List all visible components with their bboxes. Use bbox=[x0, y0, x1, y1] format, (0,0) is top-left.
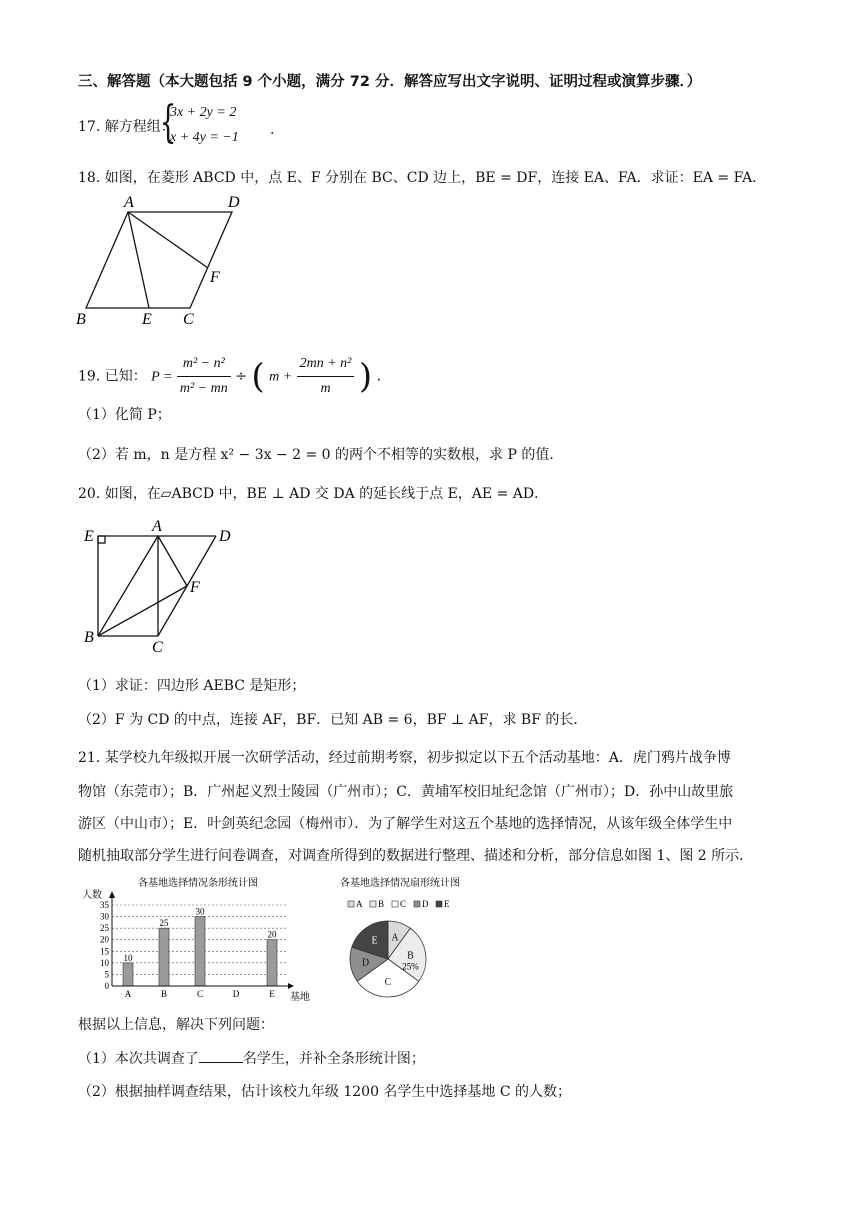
q19-end: . bbox=[376, 368, 382, 385]
q18-number: 18. bbox=[78, 170, 101, 186]
q20-sub1: （1）求证：四边形 AEBC 是矩形； bbox=[78, 678, 306, 694]
legend-label-D: D bbox=[422, 899, 429, 909]
q18-line bbox=[78, 168, 766, 188]
q18-label-E: E bbox=[142, 311, 152, 328]
pie-slice-label-B: B bbox=[407, 950, 414, 962]
q18-label-C: C bbox=[183, 311, 194, 328]
legend-label-A: A bbox=[356, 899, 363, 909]
legend-swatch-D bbox=[414, 901, 420, 907]
legend-swatch-E bbox=[436, 901, 442, 907]
q20-number: 20. bbox=[78, 486, 101, 502]
bar-chart-ylabel: 人数 bbox=[82, 890, 102, 901]
bar-chart-yticks bbox=[100, 900, 110, 991]
q21-para4: 随机抽取部分学生进行问卷调查，对调查所得到的数据进行整理、描述和分析，部分信息如图 1、图 2 所示． bbox=[78, 848, 754, 864]
q18-label-D: D bbox=[228, 194, 240, 211]
bar-ytick-label: 15 bbox=[100, 946, 109, 957]
q21-para3: 游区（中山市）；E．叶剑英纪念园（梅州市）．为了解学生对这五个基地的选择情况，从该年级全体学生中 bbox=[78, 816, 733, 832]
bar-value-label: 10 bbox=[123, 952, 133, 963]
pie-chart-slices bbox=[350, 921, 426, 997]
bar-value-label: 25 bbox=[159, 918, 169, 929]
q21-after-text: 根据以上信息，解决下列问题： bbox=[78, 1017, 274, 1033]
q17-brace: { bbox=[159, 97, 177, 148]
bar-ytick-label: 5 bbox=[104, 969, 109, 980]
pie-slice-label-A: A bbox=[391, 932, 399, 944]
q20-label-B: B bbox=[84, 629, 94, 646]
q21-line1 bbox=[78, 748, 731, 768]
bar-chart bbox=[78, 874, 318, 1004]
q20-sub2: （2）F 为 CD 的中点，连接 AF，BF．已知 AB = 6，BF ⊥ AF，求 BF 的长． bbox=[78, 712, 588, 728]
bar-E bbox=[267, 940, 277, 986]
bar-xtick-label: B bbox=[160, 989, 168, 999]
legend-swatch-B bbox=[370, 901, 376, 907]
q19-number: 19. bbox=[78, 368, 101, 385]
q21-para2: 物馆（东莞市）；B．广州起义烈士陵园（广州市）；C．黄埔军校旧址纪念馆（广州市）；D．孙中山故里旅 bbox=[78, 784, 734, 800]
q20-label-C: C bbox=[152, 639, 163, 656]
section-header: 三、解答题（本大题包括 9 个小题，满分 72 分．解答应写出文字说明、证明过程或演算步骤．） bbox=[78, 74, 702, 90]
q17-eq1: 3x + 2y = 2 bbox=[170, 105, 237, 120]
q20-text: 如图，在▱ABCD 中，BE ⊥ AD 交 DA 的延长线于点 E，AE = AD． bbox=[104, 486, 549, 502]
bar-B bbox=[159, 928, 169, 986]
q21-sub1-a: （1）本次共调查了 bbox=[78, 1051, 199, 1067]
bar-C bbox=[195, 917, 205, 986]
legend-swatch-A bbox=[348, 901, 354, 907]
bar-chart-title: 各基地选择情况条形统计图 bbox=[138, 878, 258, 889]
q19-line bbox=[78, 352, 381, 401]
bar-ytick-label: 20 bbox=[100, 934, 109, 945]
bar-value-label: 20 bbox=[267, 929, 277, 940]
bar-ytick-label: 25 bbox=[100, 923, 109, 934]
q17-eq2: x + 4y = −1 bbox=[170, 130, 239, 145]
q17-text: 解方程组： bbox=[104, 119, 175, 135]
q17-end: . bbox=[270, 122, 275, 138]
q19-sub2: （2）若 m，n 是方程 x² − 3x − 2 = 0 的两个不相等的实数根，求 P 的值． bbox=[78, 447, 564, 463]
bar-ytick-label: 0 bbox=[104, 981, 109, 991]
bar-xtick-label: E bbox=[269, 989, 275, 999]
bar-xtick-label: A bbox=[124, 989, 132, 999]
q20-label-E: E bbox=[84, 528, 94, 545]
bar-x-axis-arrow bbox=[288, 983, 294, 989]
q21-answer-blank bbox=[199, 1048, 243, 1063]
q17-number: 17. bbox=[78, 119, 101, 135]
bar-y-axis-arrow bbox=[109, 891, 115, 898]
bar-ytick-label: 30 bbox=[100, 911, 109, 922]
q19-right-paren: ) bbox=[358, 356, 373, 397]
bar-chart-xticks bbox=[125, 989, 276, 999]
bar-chart-bars bbox=[123, 907, 277, 986]
q19-divide-sign: ÷ bbox=[235, 368, 247, 385]
q18-text: 如图，在菱形 ABCD 中，点 E、F 分别在 BC、CD 边上，BE = DF，连接 EA、FA．求证：EA = FA． bbox=[104, 170, 767, 186]
q20-label-A: A bbox=[152, 518, 162, 535]
q19-m-plus: m + bbox=[269, 369, 293, 385]
bar-xtick-label: C bbox=[196, 989, 204, 999]
q21-sub1-b: 名学生，并补全条形统计图； bbox=[242, 1051, 425, 1067]
q19-P: P = bbox=[151, 369, 173, 385]
parallelogram-figure bbox=[78, 516, 258, 656]
q19-sub1: （1）化简 P； bbox=[78, 407, 171, 423]
bar-value-label: 30 bbox=[195, 906, 205, 917]
legend-label-B: B bbox=[378, 899, 385, 909]
legend-label-C: C bbox=[400, 899, 407, 909]
q18-label-A: A bbox=[124, 194, 134, 211]
rhombus-figure bbox=[70, 192, 290, 332]
pie-slice-label-E: E bbox=[371, 935, 378, 947]
legend-swatch-C bbox=[392, 901, 398, 907]
q19-left-paren: ( bbox=[251, 356, 265, 397]
pie-slice-percent-B: 25% bbox=[402, 961, 419, 972]
pie-chart-legend bbox=[348, 899, 450, 909]
bar-ytick-label: 10 bbox=[100, 957, 109, 968]
q21-sub1-line bbox=[78, 1048, 425, 1069]
bar-ytick-label: 35 bbox=[100, 900, 109, 910]
q21-sub2: （2）根据抽样调查结果，估计该校九年级 1200 名学生中选择基地 C 的人数； bbox=[78, 1084, 572, 1100]
q21-para1: 某学校九年级拟开展一次研学活动，经过前期考察，初步拟定以下五个活动基地：A．虎门鸦片战争博 bbox=[104, 750, 731, 766]
q18-label-F: F bbox=[210, 269, 220, 286]
bar-chart-xlabel: 基地 bbox=[290, 992, 310, 1003]
bar-A bbox=[123, 963, 133, 986]
q20-label-F: F bbox=[190, 579, 200, 596]
q21-number: 21. bbox=[78, 750, 101, 766]
bar-xtick-label: D bbox=[232, 989, 240, 999]
q19-text: 已知： bbox=[104, 368, 147, 385]
legend-label-E: E bbox=[444, 899, 450, 909]
pie-slice-label-D: D bbox=[361, 957, 370, 969]
q20-line bbox=[78, 484, 548, 504]
pie-chart-title: 各基地选择情况扇形统计图 bbox=[340, 878, 460, 889]
q19-fraction-1: $\frac{\text{m² − n²}}{\text{m² − mn}}$ bbox=[177, 352, 231, 401]
q18-label-B: B bbox=[76, 311, 86, 328]
q19-fraction-2: $\frac{\text{2mn + n²}}{m}$ bbox=[297, 352, 355, 401]
pie-chart bbox=[328, 874, 478, 1004]
pie-slice-label-C: C bbox=[384, 976, 392, 988]
q20-label-D: D bbox=[219, 528, 231, 545]
